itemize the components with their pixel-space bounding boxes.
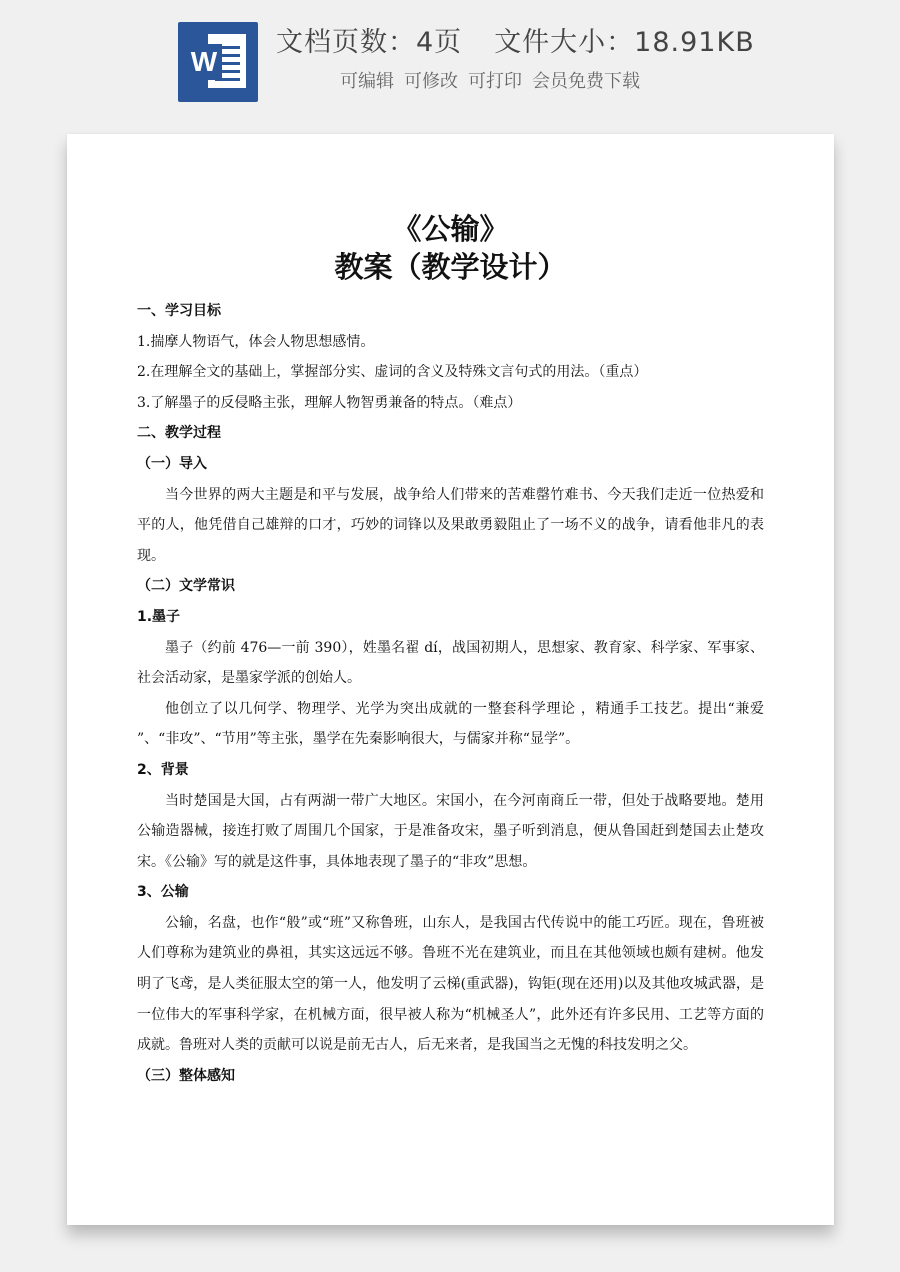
feature-list [340,67,640,93]
document-subtitle: 教案（教学设计） [334,250,567,284]
subheading-literature: （二）文学常识 [137,578,235,595]
download-header [0,0,900,120]
intro-paragraph: 当今世界的两大主题是和平与发展，战争给人们带来的苦难罄竹难书、今天我们走近一位热爱和平的人，他凭借自己雄辩的口才，巧妙的词锋以及果敢勇毅阻止了一场不义的战争，请看他非凡的表现。 [137,486,764,564]
gongshu-paragraph: 公输，名盘，也作“般”或“班”又称鲁班，山东人，是我国古代传说中的能工巧匠。现在，鲁班被人们尊称为建筑业的鼻祖，其实这远远不够。鲁班不光在建筑业，而且在其他领域也颇有建树。他发明了飞鸢，是人类征服太空的第一人，他发明了云梯(重武器)，钩钜(现在还用)以及其他攻城武器，是一位伟大的军事科学家，在机械方面，很早被人称为“机械圣人”，此外还有许多民用、工艺等方面的成就。鲁班对人类的贡献可以说是前无古人，后无来者，是我国当之无愧的科技发明之父。 [137,914,764,1054]
feature-modifiable: 可修改 [404,71,458,92]
file-size: 文件大小：18.91KB [494,27,755,58]
word-document-icon: W [178,22,258,102]
feature-printable: 可打印 [468,71,522,92]
page-count: 文档页数：4页 [276,27,463,58]
objective-item: 1.揣摩人物语气，体会人物思想感情。 [137,333,375,350]
subheading-gongshu: 3、公输 [137,884,189,901]
subheading-overall: （三）整体感知 [137,1067,235,1084]
subheading-intro: （一）导入 [137,455,207,472]
document-content [137,210,764,1091]
feature-editable: 可编辑 [340,71,394,92]
background-paragraph: 当时楚国是大国，占有两湖一带广大地区。宋国小，在今河南商丘一带，但处于战略要地。楚用公输造器械，接连打败了周围几个国家，于是准备攻宋，墨子听到消息，便从鲁国赶到楚国去止楚攻宋。《公输》写的就是这件事，具体地表现了墨子的“非攻”思想。 [137,792,764,870]
section-heading-process: 二、教学过程 [137,425,221,442]
objective-item: 3.了解墨子的反侵略主张，理解人物智勇兼备的特点。（难点） [137,394,522,411]
objective-item: 2.在理解全文的基础上，掌握部分实、虚词的含义及特殊文言句式的用法。（重点） [137,364,648,381]
file-info [276,20,755,59]
feature-free-download: 会员免费下载 [532,71,640,92]
subheading-background: 2、背景 [137,761,189,778]
section-heading-objectives: 一、学习目标 [137,303,221,319]
document-page [67,134,834,1225]
mozi-paragraph: 墨子（约前 476—一前 390），姓墨名翟 dí，战国初期人，思想家、教育家、科学家、军事家、社会活动家，是墨家学派的创始人。 [137,639,764,687]
mozi-paragraph: 他创立了以几何学、物理学、光学为突出成就的一整套科学理论 ，精通手工技艺。提出“兼爱 ”、“非攻”、“节用”等主张，墨学在先秦影响很大，与儒家并称“显学”。 [137,700,764,748]
subheading-mozi: 1.墨子 [137,608,181,625]
document-title: 《公输》 [392,212,509,246]
